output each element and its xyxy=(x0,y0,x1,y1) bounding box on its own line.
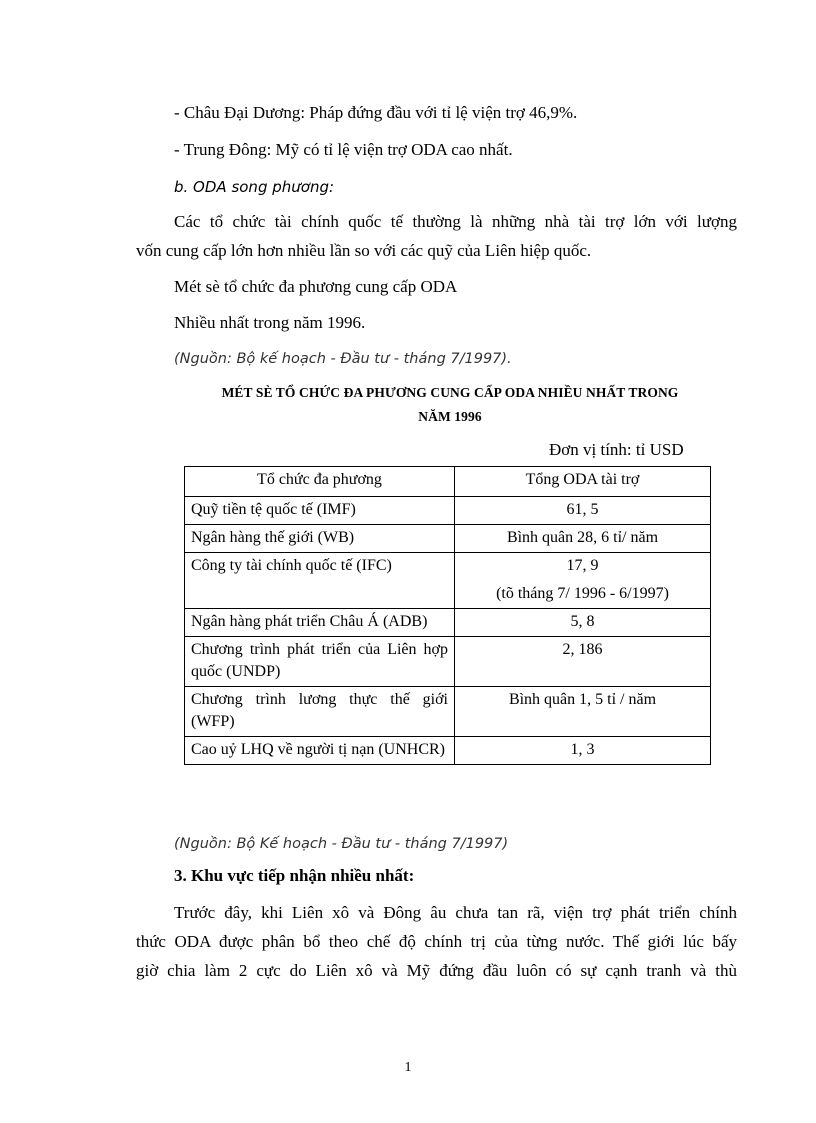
cell-value: 2, 186 xyxy=(455,637,711,687)
cell-org: Chương trình phát triển của Liên hợp quốc (UNDP) xyxy=(185,637,455,687)
cell-value: 61, 5 xyxy=(455,497,711,525)
paragraph-year: Nhiều nhất trong năm 1996. xyxy=(174,313,366,332)
cell-org: Ngân hàng thế giới (WB) xyxy=(185,525,455,553)
section-3-line1: Trước đây, khi Liên xô và Đông âu chưa tan rã, viện trợ phát triển chính xyxy=(174,903,737,922)
paragraph-oceania: - Châu Đại Dương: Pháp đứng đầu với tỉ lệ viện trợ 46,9%. xyxy=(174,103,578,122)
cell-value-note: (tõ tháng 7/ 1996 - 6/1997) xyxy=(496,585,669,602)
cell-org: Chương trình lương thực thế giới (WFP) xyxy=(185,687,455,737)
cell-org: Cao uỷ LHQ về người tị nạn (UNHCR) xyxy=(185,737,455,765)
subheading-bilateral-oda: b. ODA song phương: xyxy=(174,178,335,196)
table-row xyxy=(185,637,711,687)
cell-value: 1, 3 xyxy=(455,737,711,765)
page-number: 1 xyxy=(404,1060,412,1075)
cell-value: Bình quân 28, 6 tỉ/ năm xyxy=(455,525,711,553)
unit-label: Đơn vị tính: tỉ USD xyxy=(549,440,684,459)
cell-value: 5, 8 xyxy=(455,609,711,637)
table-row xyxy=(185,525,711,553)
cell-value-group xyxy=(455,553,711,609)
table-row xyxy=(185,737,711,765)
cell-org: Ngân hàng phát triển Châu Á (ADB) xyxy=(185,609,455,637)
paragraph-financial-orgs-line2: vốn cung cấp lớn hơn nhiều lần so với các quỹ của Liên hiệp quốc. xyxy=(136,241,592,260)
cell-org: Quỹ tiền tệ quốc tế (IMF) xyxy=(185,497,455,525)
paragraph-financial-orgs-line1: Các tổ chức tài chính quốc tế thường là những nhà tài trợ lớn với lượng xyxy=(174,212,737,231)
cell-org: Công ty tài chính quốc tế (IFC) xyxy=(185,553,455,609)
table-title-line1: MÉT SÈ TỔ CHỨC ĐA PHƯƠNG CUNG CẤP ODA NHIỀU NHẤT TRONG xyxy=(221,385,679,400)
section-3-line3: giờ chia làm 2 cực do Liên xô và Mỹ đứng đầu luôn có sự cạnh tranh và thù xyxy=(136,961,737,980)
header-oda: Tổng ODA tài trợ xyxy=(455,467,711,497)
paragraph-orgs-intro: Mét sè tổ chức đa phương cung cấp ODA xyxy=(174,277,458,296)
table-header-row xyxy=(185,467,711,497)
header-org: Tổ chức đa phương xyxy=(185,467,455,497)
cell-value: Bình quân 1, 5 tỉ / năm xyxy=(455,687,711,737)
table-row xyxy=(185,609,711,637)
oda-table xyxy=(184,466,711,765)
section-3-heading: 3. Khu vực tiếp nhận nhiều nhất: xyxy=(174,866,415,885)
cell-value: 17, 9 xyxy=(566,557,599,574)
source-note-2: (Nguồn: Bộ Kế hoạch - Đầu tư - tháng 7/1997) xyxy=(174,836,509,852)
table-row xyxy=(185,687,711,737)
source-note-1: (Nguồn: Bộ kế hoạch - Đầu tư - tháng 7/1997). xyxy=(174,351,512,367)
table-title-line2: NĂM 1996 xyxy=(418,409,482,424)
table-row xyxy=(185,497,711,525)
section-3-line2: thức ODA được phân bổ theo chế độ chính trị của từng nước. Thế giới lúc bấy xyxy=(136,932,737,951)
table-row xyxy=(185,553,711,609)
paragraph-middle-east: - Trung Đông: Mỹ có tỉ lệ viện trợ ODA cao nhất. xyxy=(174,140,513,159)
